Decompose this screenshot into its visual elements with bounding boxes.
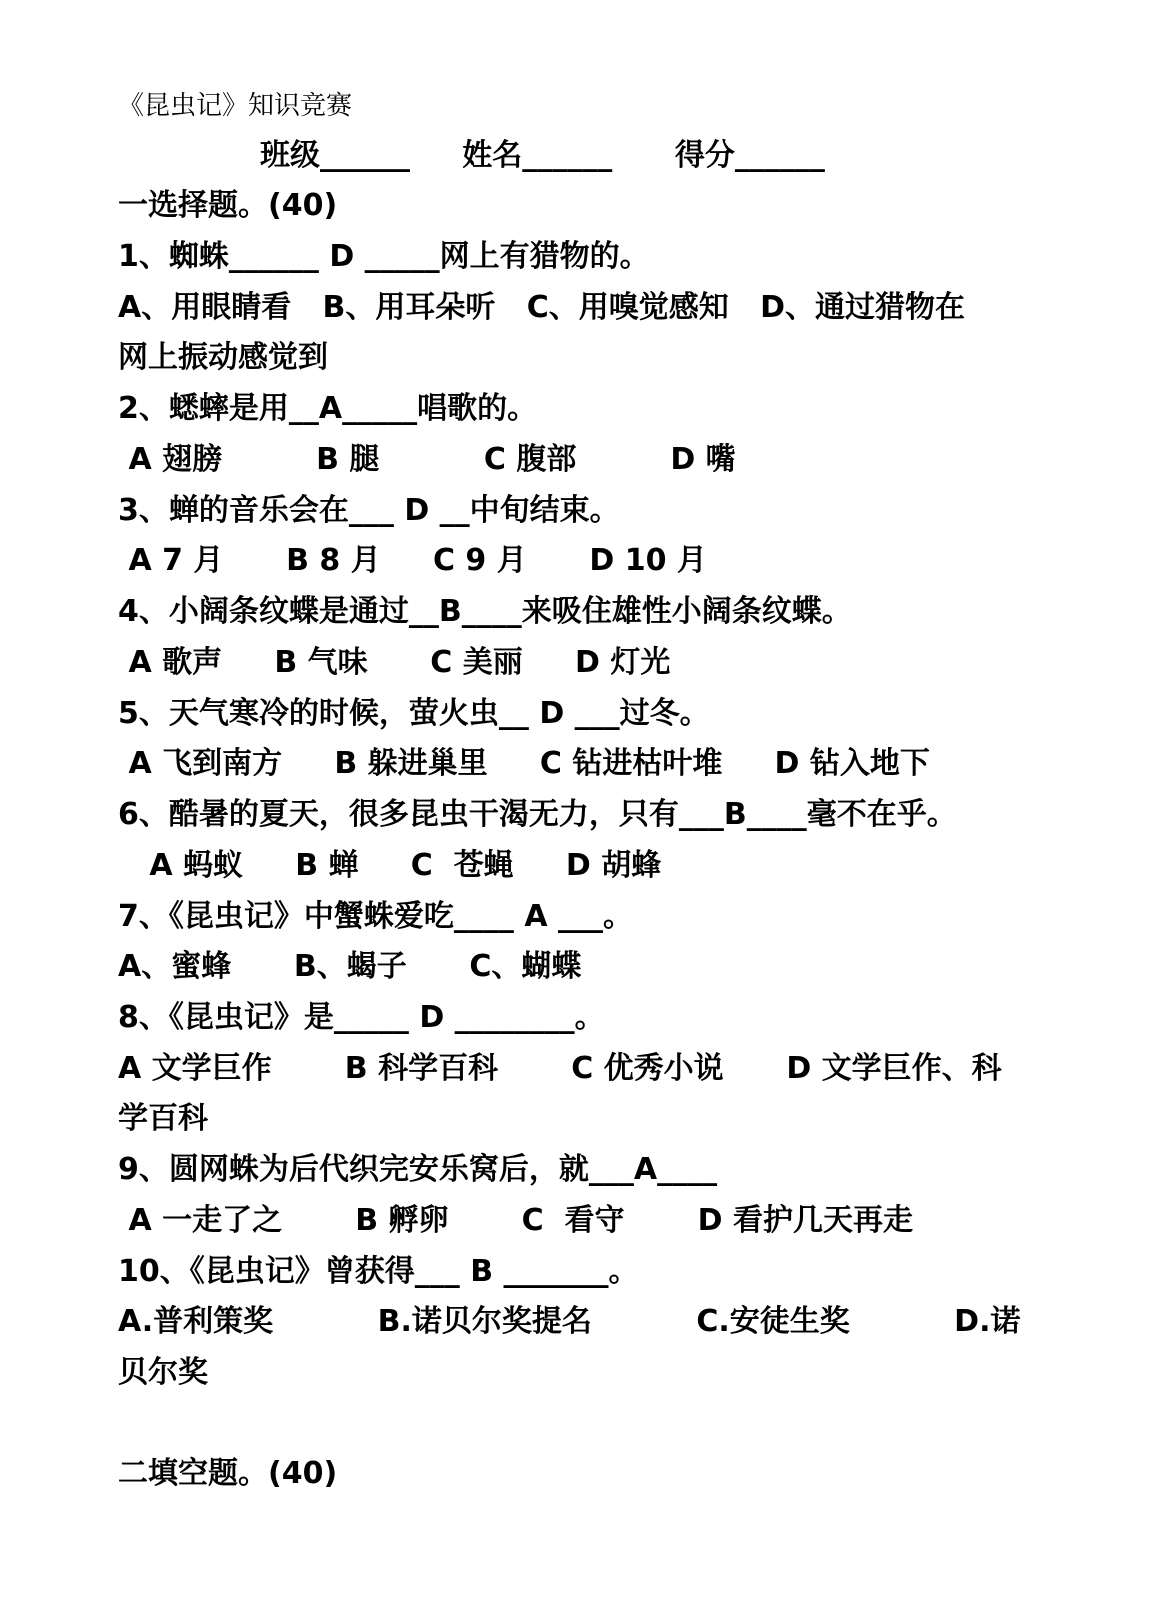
- question-9-stem: 9、圆网蛛为后代织完安乐窝后，就___A____: [118, 1152, 718, 1187]
- question-6-stem: 6、酷暑的夏天，很多昆虫干渴无力，只有___B____毫不在乎。: [118, 797, 957, 832]
- question-10-options-line-1: A.普利策奖 B.诺贝尔奖提名 C.安徒生奖 D.诺: [118, 1304, 1021, 1339]
- question-10-options-line-2: 贝尔奖: [118, 1355, 208, 1390]
- section-title-fill-in-blanks: 二填空题。(40): [118, 1456, 338, 1491]
- question-3-stem: 3、蝉的音乐会在___ D __中旬结束。: [118, 493, 620, 528]
- worksheet-title: 《昆虫记》知识竞赛: [118, 91, 353, 121]
- header-fields: 班级______ 姓名______ 得分______: [260, 138, 825, 173]
- question-1-options-line-2: 网上振动感觉到: [118, 340, 328, 375]
- question-8-options-line-2: 学百科: [118, 1101, 208, 1136]
- question-1-stem: 1、蜘蛛______ D _____网上有猎物的。: [118, 239, 650, 274]
- question-4-options: A 歌声 B 气味 C 美丽 D 灯光: [118, 645, 671, 680]
- question-2-options: A 翅膀 B 腿 C 腹部 D 嘴: [118, 442, 736, 477]
- question-7-options: A、蜜蜂 B、蝎子 C、蝴蝶: [118, 949, 582, 984]
- question-2-stem: 2、蟋蟀是用__A_____唱歌的。: [118, 391, 538, 426]
- question-4-stem: 4、小阔条纹蝶是通过__B____来吸住雄性小阔条纹蝶。: [118, 594, 852, 629]
- question-9-options: A 一走了之 B 孵卵 C 看守 D 看护几天再走: [118, 1203, 913, 1238]
- question-7-stem: 7、《昆虫记》中蟹蛛爱吃____ A ___。: [118, 899, 633, 934]
- question-1-options-line-1: A、用眼睛看 B、用耳朵听 C、用嗅觉感知 D、通过猎物在: [118, 290, 966, 325]
- question-6-options: A 蚂蚁 B 蝉 C 苍蝇 D 胡蜂: [118, 848, 662, 883]
- question-10-stem: 10、《昆虫记》曾获得___ B _______。: [118, 1254, 639, 1289]
- question-5-stem: 5、天气寒冷的时候，萤火虫__ D ___过冬。: [118, 696, 710, 731]
- section-title-multiple-choice: 一选择题。(40): [118, 188, 338, 223]
- question-8-options-line-1: A 文学巨作 B 科学百科 C 优秀小说 D 文学巨作、科: [118, 1051, 1002, 1086]
- question-8-stem: 8、《昆虫记》是_____ D ________。: [118, 1000, 605, 1035]
- question-3-options: A 7 月 B 8 月 C 9 月 D 10 月: [118, 543, 707, 578]
- question-5-options: A 飞到南方 B 躲进巢里 C 钻进枯叶堆 D 钻入地下: [118, 746, 930, 781]
